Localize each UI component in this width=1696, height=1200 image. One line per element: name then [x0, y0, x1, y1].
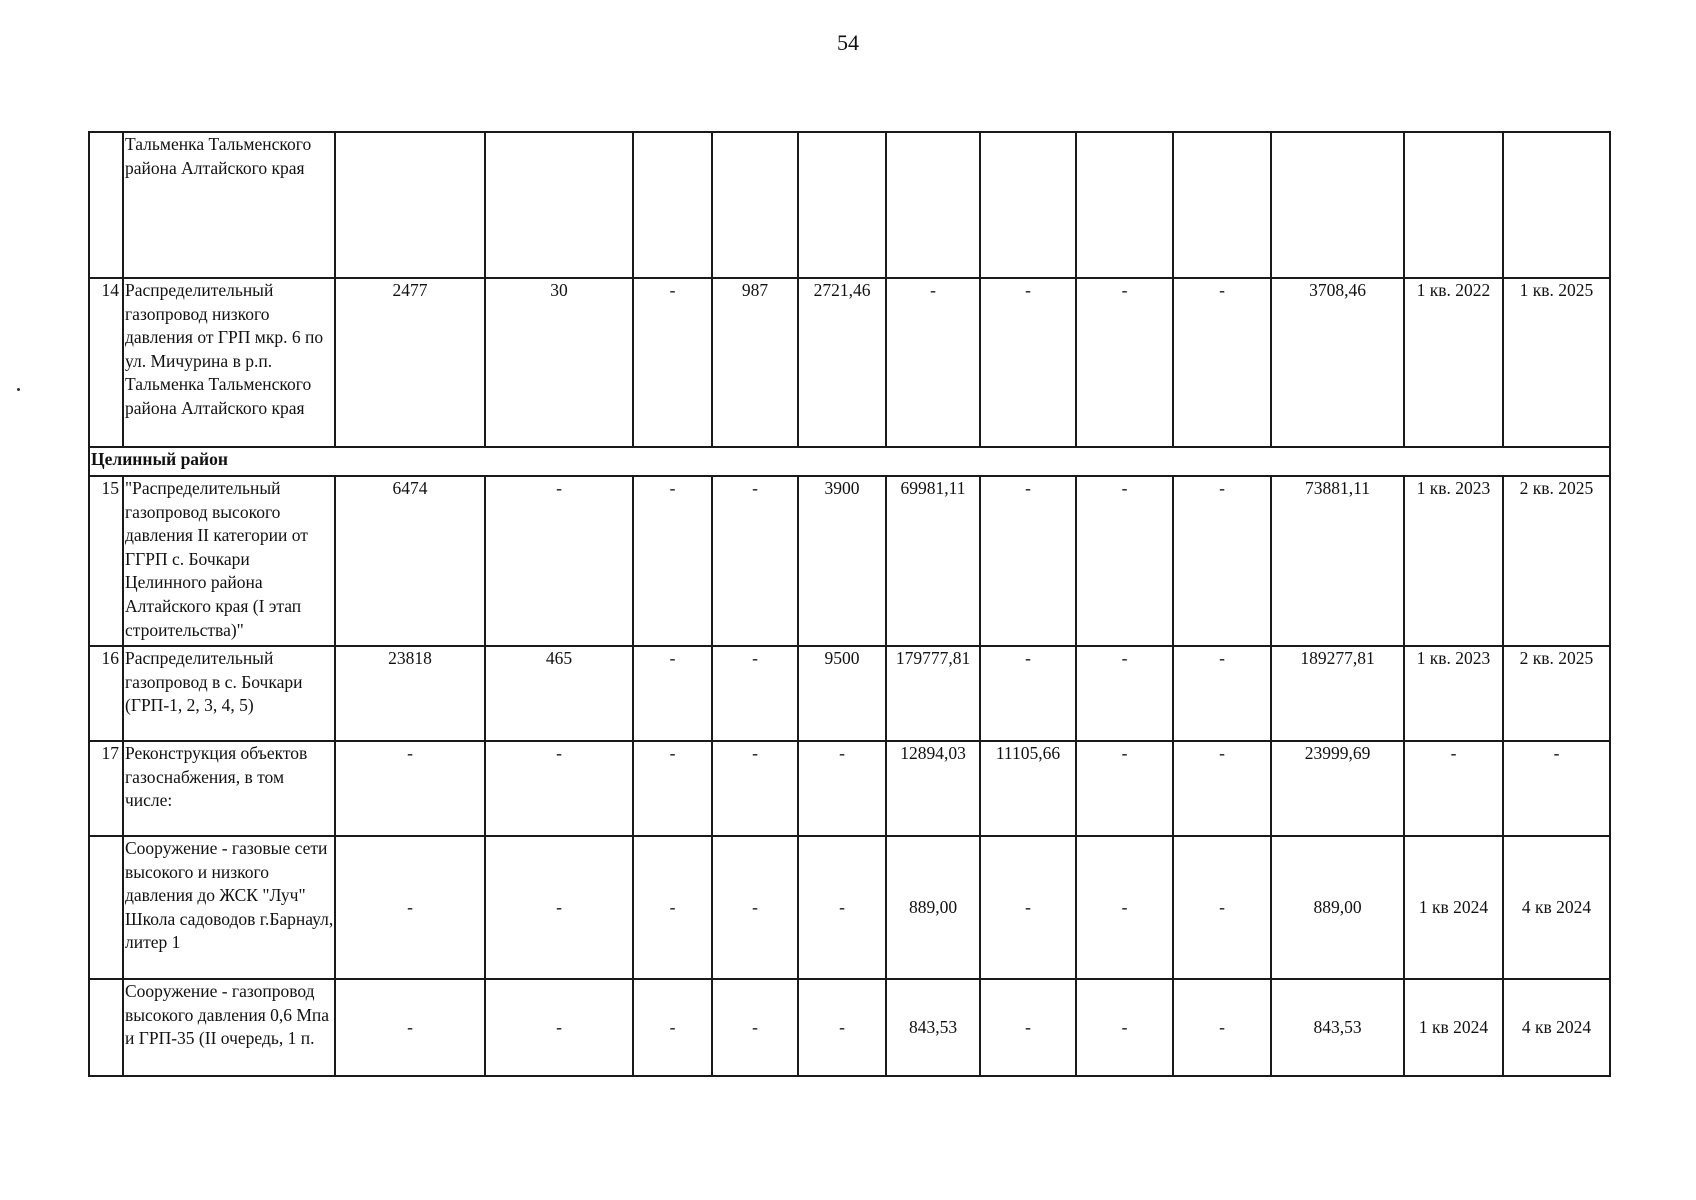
cell-value: 843,53: [886, 979, 980, 1076]
cell-value: -: [1076, 741, 1173, 836]
cell-value: -: [980, 278, 1076, 447]
cell-value: 30: [485, 278, 633, 447]
cell-value: 6474: [335, 476, 485, 646]
cell-value: [1503, 132, 1610, 278]
cell-value: 3900: [798, 476, 886, 646]
cell-value: 1 кв. 2023: [1404, 476, 1503, 646]
cell-value: 1 кв 2024: [1404, 979, 1503, 1076]
cell-value: 2477: [335, 278, 485, 447]
table-row: [89, 476, 1610, 646]
table-row: [89, 132, 1610, 278]
cell-value: 69981,11: [886, 476, 980, 646]
cell-value: -: [798, 836, 886, 979]
cell-value: -: [980, 836, 1076, 979]
cell-value: -: [335, 836, 485, 979]
cell-value: -: [633, 646, 712, 741]
cell-value: -: [1173, 836, 1271, 979]
cell-value: -: [485, 979, 633, 1076]
cell-value: 189277,81: [1271, 646, 1404, 741]
cell-value: 73881,11: [1271, 476, 1404, 646]
cell-value: -: [633, 741, 712, 836]
cell-value: 23818: [335, 646, 485, 741]
cell-value: 465: [485, 646, 633, 741]
cell-value: 3708,46: [1271, 278, 1404, 447]
cell-value: 1 кв. 2025: [1503, 278, 1610, 447]
object-name: Сооружение - газовые сети высокого и низкого давления до ЖСК "Луч" Школа садоводов г.Барнаул, литер 1: [123, 836, 335, 979]
row-number: 15: [89, 476, 123, 646]
cell-value: [712, 132, 798, 278]
object-name: Распределительный газопровод в с. Бочкари (ГРП-1, 2, 3, 4, 5): [123, 646, 335, 741]
cell-value: -: [712, 476, 798, 646]
cell-value: -: [1173, 646, 1271, 741]
cell-value: 2 кв. 2025: [1503, 476, 1610, 646]
gas-pipeline-table: [88, 131, 1611, 1077]
row-number: 16: [89, 646, 123, 741]
cell-value: -: [485, 476, 633, 646]
row-number: [89, 836, 123, 979]
cell-value: 843,53: [1271, 979, 1404, 1076]
table-row: [89, 979, 1610, 1076]
cell-value: 23999,69: [1271, 741, 1404, 836]
cell-value: -: [798, 741, 886, 836]
cell-value: 179777,81: [886, 646, 980, 741]
cell-value: -: [1173, 476, 1271, 646]
cell-value: -: [633, 278, 712, 447]
object-name: Тальменка Тальменского района Алтайского края: [123, 132, 335, 278]
cell-value: -: [886, 278, 980, 447]
cell-value: 2721,46: [798, 278, 886, 447]
cell-value: -: [1076, 979, 1173, 1076]
cell-value: [1076, 132, 1173, 278]
page-number: 54: [837, 30, 859, 55]
cell-value: -: [633, 836, 712, 979]
cell-value: -: [485, 741, 633, 836]
cell-value: -: [1076, 476, 1173, 646]
cell-value: -: [1076, 278, 1173, 447]
cell-value: [633, 132, 712, 278]
row-number: 14: [89, 278, 123, 447]
cell-value: [1173, 132, 1271, 278]
object-name: Сооружение - газопровод высокого давления 0,6 Мпа и ГРП-35 (II очередь, 1 п.: [123, 979, 335, 1076]
cell-value: -: [980, 646, 1076, 741]
row-number: [89, 979, 123, 1076]
cell-value: -: [1076, 646, 1173, 741]
cell-value: -: [1503, 741, 1610, 836]
cell-value: [1271, 132, 1404, 278]
cell-value: 4 кв 2024: [1503, 979, 1610, 1076]
cell-value: -: [1076, 836, 1173, 979]
cell-value: -: [980, 979, 1076, 1076]
cell-value: [798, 132, 886, 278]
cell-value: -: [712, 646, 798, 741]
cell-value: [980, 132, 1076, 278]
cell-value: 2 кв. 2025: [1503, 646, 1610, 741]
cell-value: 1 кв. 2022: [1404, 278, 1503, 447]
cell-value: 9500: [798, 646, 886, 741]
table-row: [89, 741, 1610, 836]
cell-value: -: [1173, 979, 1271, 1076]
cell-value: [335, 132, 485, 278]
cell-value: 11105,66: [980, 741, 1076, 836]
cell-value: -: [1173, 278, 1271, 447]
cell-value: -: [485, 836, 633, 979]
cell-value: -: [633, 476, 712, 646]
scan-mark: [17, 388, 20, 391]
row-number: 17: [89, 741, 123, 836]
section-title: Целинный район: [89, 447, 1610, 476]
object-name: Реконструкция объектов газоснабжения, в том числе:: [123, 741, 335, 836]
cell-value: -: [1173, 741, 1271, 836]
table-row: [89, 836, 1610, 979]
cell-value: 987: [712, 278, 798, 447]
table-row: [89, 278, 1610, 447]
cell-value: [485, 132, 633, 278]
cell-value: -: [980, 476, 1076, 646]
cell-value: -: [712, 741, 798, 836]
section-row: [89, 447, 1610, 476]
cell-value: -: [335, 741, 485, 836]
cell-value: -: [798, 979, 886, 1076]
object-name: Распределительный газопровод низкого давления от ГРП мкр. 6 по ул. Мичурина в р.п. Тальменка Тальменского района Алтайского края: [123, 278, 335, 447]
cell-value: [886, 132, 980, 278]
table-row: [89, 646, 1610, 741]
cell-value: -: [335, 979, 485, 1076]
row-number: [89, 132, 123, 278]
cell-value: -: [712, 979, 798, 1076]
cell-value: 12894,03: [886, 741, 980, 836]
cell-value: 889,00: [1271, 836, 1404, 979]
object-name: "Распределительный газопровод высокого давления II категории от ГГРП с. Бочкари Целинного района Алтайского края (I этап строительства)": [123, 476, 335, 646]
cell-value: 1 кв. 2023: [1404, 646, 1503, 741]
cell-value: 4 кв 2024: [1503, 836, 1610, 979]
cell-value: [1404, 132, 1503, 278]
cell-value: -: [1404, 741, 1503, 836]
cell-value: -: [633, 979, 712, 1076]
cell-value: 889,00: [886, 836, 980, 979]
cell-value: 1 кв 2024: [1404, 836, 1503, 979]
cell-value: -: [712, 836, 798, 979]
